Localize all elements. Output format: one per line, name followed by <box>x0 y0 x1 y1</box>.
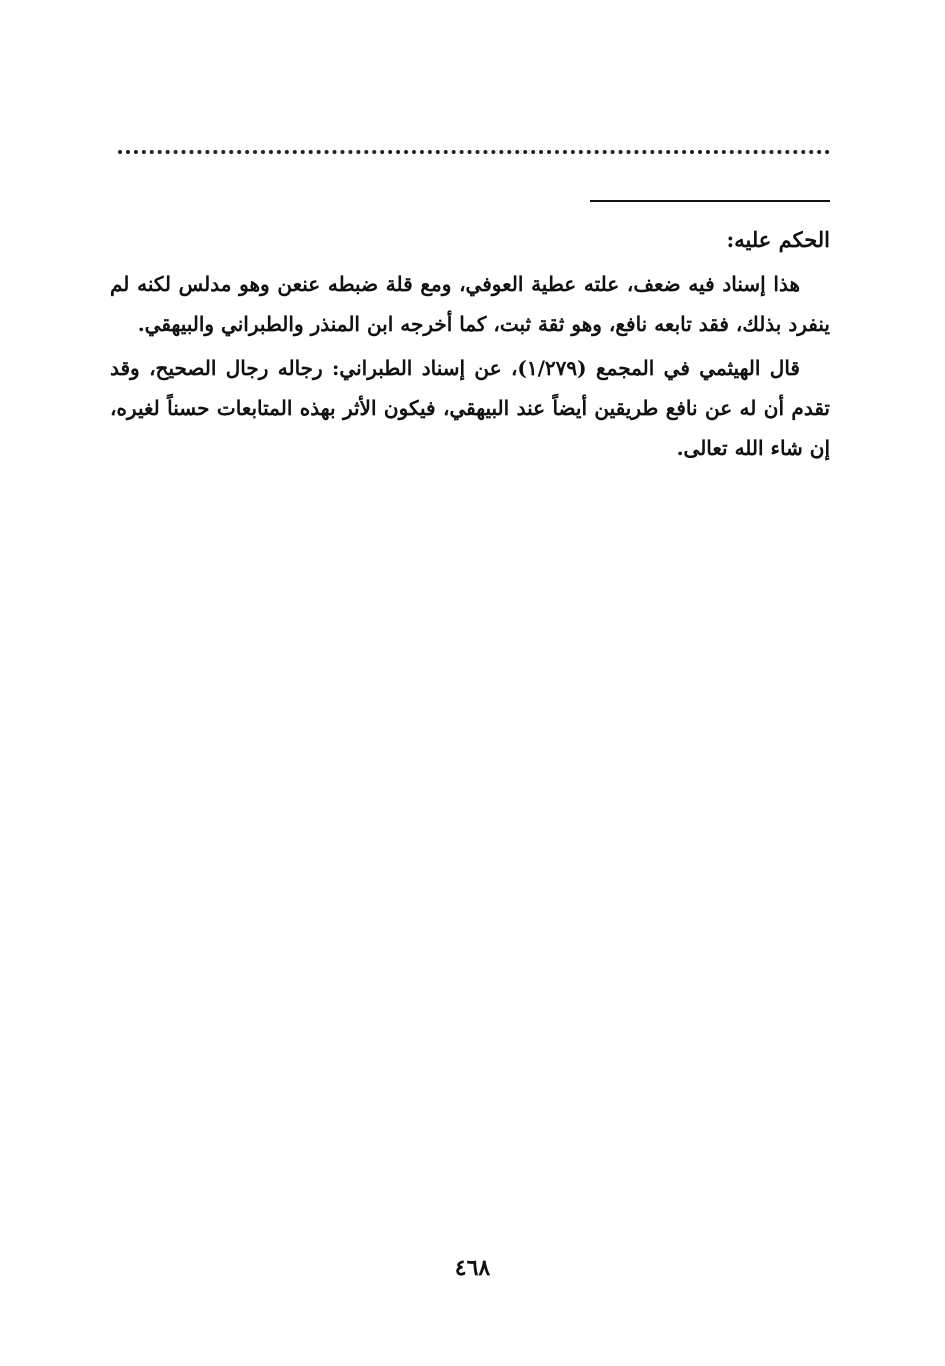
page-number: ٤٦٨ <box>454 1255 491 1281</box>
main-text-block <box>110 222 830 472</box>
paragraph-2: قال الهيثمي في المجمع (١/٢٧٩)، عن إسناد الطبراني: رجاله رجال الصحيح، وقد تقدم أن له عن نافع طريقين أيضاً عند البيهقي، فيكون الأثر بهذه المتابعات حسناً لغيره، إن شاء الله تعالى. <box>110 356 830 460</box>
footnote-separator-line <box>590 200 830 202</box>
paragraph-1: هذا إسناد فيه ضعف، علته عطية العوفي، ومع قلة ضبطه عنعن وهو مدلس لكنه لم ينفرد بذلك، فقد تابعه نافع، وهو ثقة ثبت، كما أخرجه ابن المنذر والطبراني والبيهقي. <box>110 272 830 336</box>
dotted-divider <box>118 150 830 154</box>
section-heading: الحكم عليه: <box>726 227 830 252</box>
